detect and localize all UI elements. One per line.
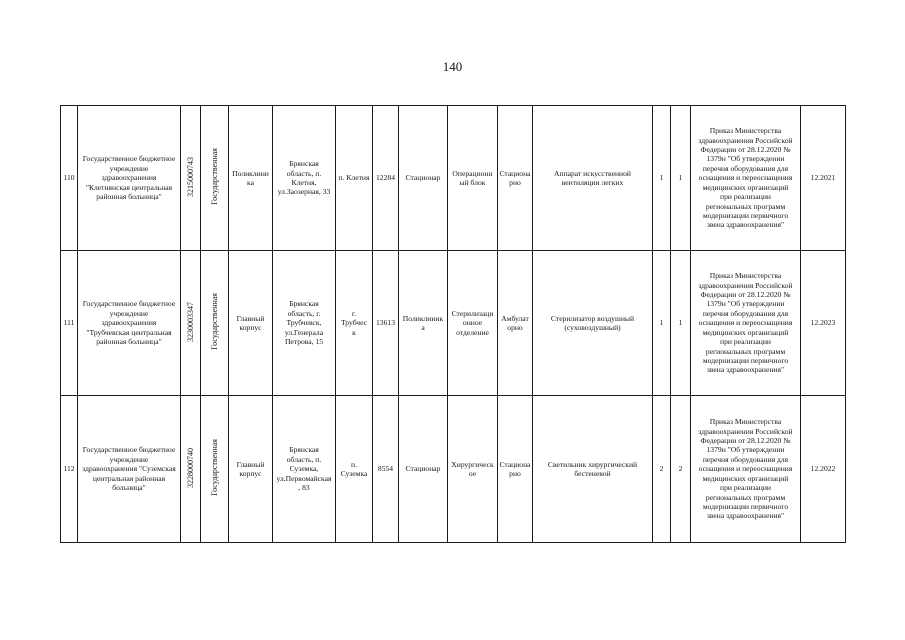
organization-code-cell [181,106,201,251]
quantity-needed: 1 [653,106,671,251]
quantity-planned: 2 [671,396,691,543]
unit-type: Стационар [399,106,448,251]
equipment-table [60,105,846,543]
department: Стерилизаци онное отделение [448,251,498,396]
row-number: 110 [61,106,78,251]
address: Брянская область, г. Трубчевск, ул.Генерала Петрова, 15 [273,251,336,396]
population: 8554 [373,396,399,543]
quantity-needed: 1 [653,251,671,396]
delivery-date: 12.2021 [801,106,846,251]
legal-basis: Приказ Министерства здравоохранения Российской Федерации от 28.12.2020 № 1379н "Об утверждении перечня оборудования для оснащения и переоснащения медицинских организаций при реализации региональных программ модернизации первичного звена здравоохранения" [691,251,801,396]
ownership-form: Государственная [209,148,219,206]
population: 13613 [373,251,399,396]
table-row [61,106,846,251]
equipment-name: Аппарат искусственной вентиляции легких [533,106,653,251]
equipment-name: Стерилизатор воздушный (суховоздушный) [533,251,653,396]
quantity-planned: 1 [671,251,691,396]
care-form: Амбулат орно [498,251,533,396]
organization-name: Государственное бюджетное учреждение здравоохранения "Трубчевская центральная районная больница" [78,251,181,396]
quantity-needed: 2 [653,396,671,543]
row-number: 111 [61,251,78,396]
organization-code-cell [181,251,201,396]
address: Брянская область, п. Суземка, ул.Первомайская , 83 [273,396,336,543]
care-form: Стациона рно [498,106,533,251]
organization-name: Государственное бюджетное учреждение здравоохранения "Клетнянская центральная районная больница" [78,106,181,251]
ownership-form-cell [201,396,229,543]
settlement: г. Трубчес к [336,251,373,396]
row-number: 112 [61,396,78,543]
unit-type: Стационар [399,396,448,543]
population: 12284 [373,106,399,251]
ownership-form-cell [201,251,229,396]
organization-code: 3215000743 [185,156,195,197]
ownership-form: Государственная [209,293,219,351]
delivery-date: 12.2022 [801,396,846,543]
building: Поликлини ка [229,106,273,251]
care-form: Стациона рно [498,396,533,543]
ownership-form: Государственная [209,439,219,497]
legal-basis: Приказ Министерства здравоохранения Российской Федерации от 28.12.2020 № 1379н "Об утверждении перечня оборудования для оснащения и переоснащения медицинских организаций при реализации региональных программ модернизации первичного звена здравоохранения" [691,106,801,251]
equipment-name: Светильник хирургический бестеневой [533,396,653,543]
unit-type: Поликлиник а [399,251,448,396]
table-row [61,251,846,396]
settlement: п. Клетня [336,106,373,251]
department: Операционн ый блок [448,106,498,251]
table-row [61,396,846,543]
quantity-planned: 1 [671,106,691,251]
delivery-date: 12.2023 [801,251,846,396]
page-number: 140 [442,59,463,74]
building: Главный корпус [229,251,273,396]
department: Хирургическ ое [448,396,498,543]
legal-basis: Приказ Министерства здравоохранения Российской Федерации от 28.12.2020 № 1379н "Об утверждении перечня оборудования для оснащения и переоснащения медицинских организаций при реализации региональных программ модернизации первичного звена здравоохранения" [691,396,801,543]
organization-code-cell [181,396,201,543]
ownership-form-cell [201,106,229,251]
organization-code: 3228000740 [185,447,195,488]
building: Главный корпус [229,396,273,543]
organization-name: Государственное бюджетное учреждение здравоохранения "Суземская центральная районная больница" [78,396,181,543]
address: Брянская область, п. Клетня, ул.Заозерная, 33 [273,106,336,251]
organization-code: 3230003347 [185,301,195,342]
settlement: п. Суземка [336,396,373,543]
